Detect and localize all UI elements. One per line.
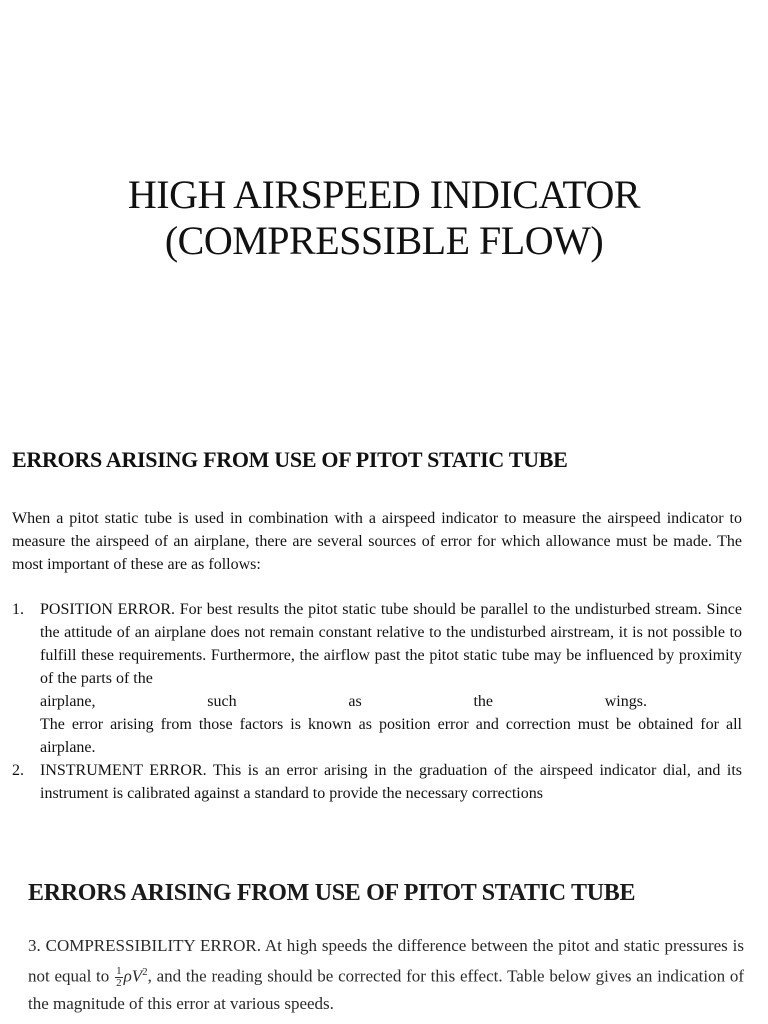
fraction-denominator: 2 xyxy=(116,977,122,990)
page-title xyxy=(0,172,768,264)
spread-word: as xyxy=(348,693,362,710)
spread-word: such xyxy=(207,693,237,710)
section-heading-2: ERRORS ARISING FROM USE OF PITOT STATIC TUBE xyxy=(28,880,636,906)
paragraph-text-after: , and the reading should be corrected for this effect. Table below gives an indication of the magnitude of this error at various speeds. xyxy=(28,966,745,1013)
spread-word: wings. xyxy=(604,693,647,710)
fraction-numerator: 1 xyxy=(116,965,122,978)
list-item-text: POSITION ERROR. For best results the pitot static tube should be parallel to the undisturbed stream. Since the attitude of an airplane does not remain constant relative to the undisturbed airstream, it is not possible to fulfill these requirements. Furthermore, the airflow past the pitot static tube may be influenced by proximity of the parts of the xyxy=(40,601,742,687)
math-exponent: 2 xyxy=(142,966,148,978)
paragraph-text-before: 3. COMPRESSIBILITY ERROR. At high speeds the difference between the pitot and static pressures is not equal to xyxy=(28,936,744,986)
title-line-1: HIGH AIRSPEED INDICATOR xyxy=(127,172,641,217)
title-line-2: (COMPRESSIBLE FLOW) xyxy=(164,218,604,263)
list-item-position-error xyxy=(12,598,742,759)
list-number: 2. xyxy=(12,762,24,779)
title-slide xyxy=(0,0,768,420)
error-list xyxy=(12,598,742,805)
list-item-instrument-error xyxy=(12,759,742,805)
spread-word: the xyxy=(473,693,493,710)
errors-slide xyxy=(0,420,768,852)
spread-word: airplane, xyxy=(40,693,96,710)
compressibility-paragraph xyxy=(28,932,744,1017)
compressibility-slide xyxy=(0,852,768,1024)
math-rho-v: ρV xyxy=(123,966,143,986)
fraction-one-half xyxy=(115,966,123,989)
list-number: 1. xyxy=(12,601,24,618)
section-heading: ERRORS ARISING FROM USE OF PITOT STATIC TUBE xyxy=(12,447,568,472)
list-item-text: INSTRUMENT ERROR. This is an error arising in the graduation of the airspeed indicator dial, and its instrument is calibrated against a standard to provide the necessary corrections xyxy=(40,762,742,802)
intro-paragraph: When a pitot static tube is used in combination with a airspeed indicator to measure the airspeed indicator to measure the airspeed of an airplane, there are several sources of error for which allowance must be made. The most important of these are as follows: xyxy=(12,510,742,573)
list-item-spread-line xyxy=(40,690,742,713)
list-item-extra-text: The error arising from those factors is known as position error and correction must be obtained for all airplane. xyxy=(40,716,742,756)
